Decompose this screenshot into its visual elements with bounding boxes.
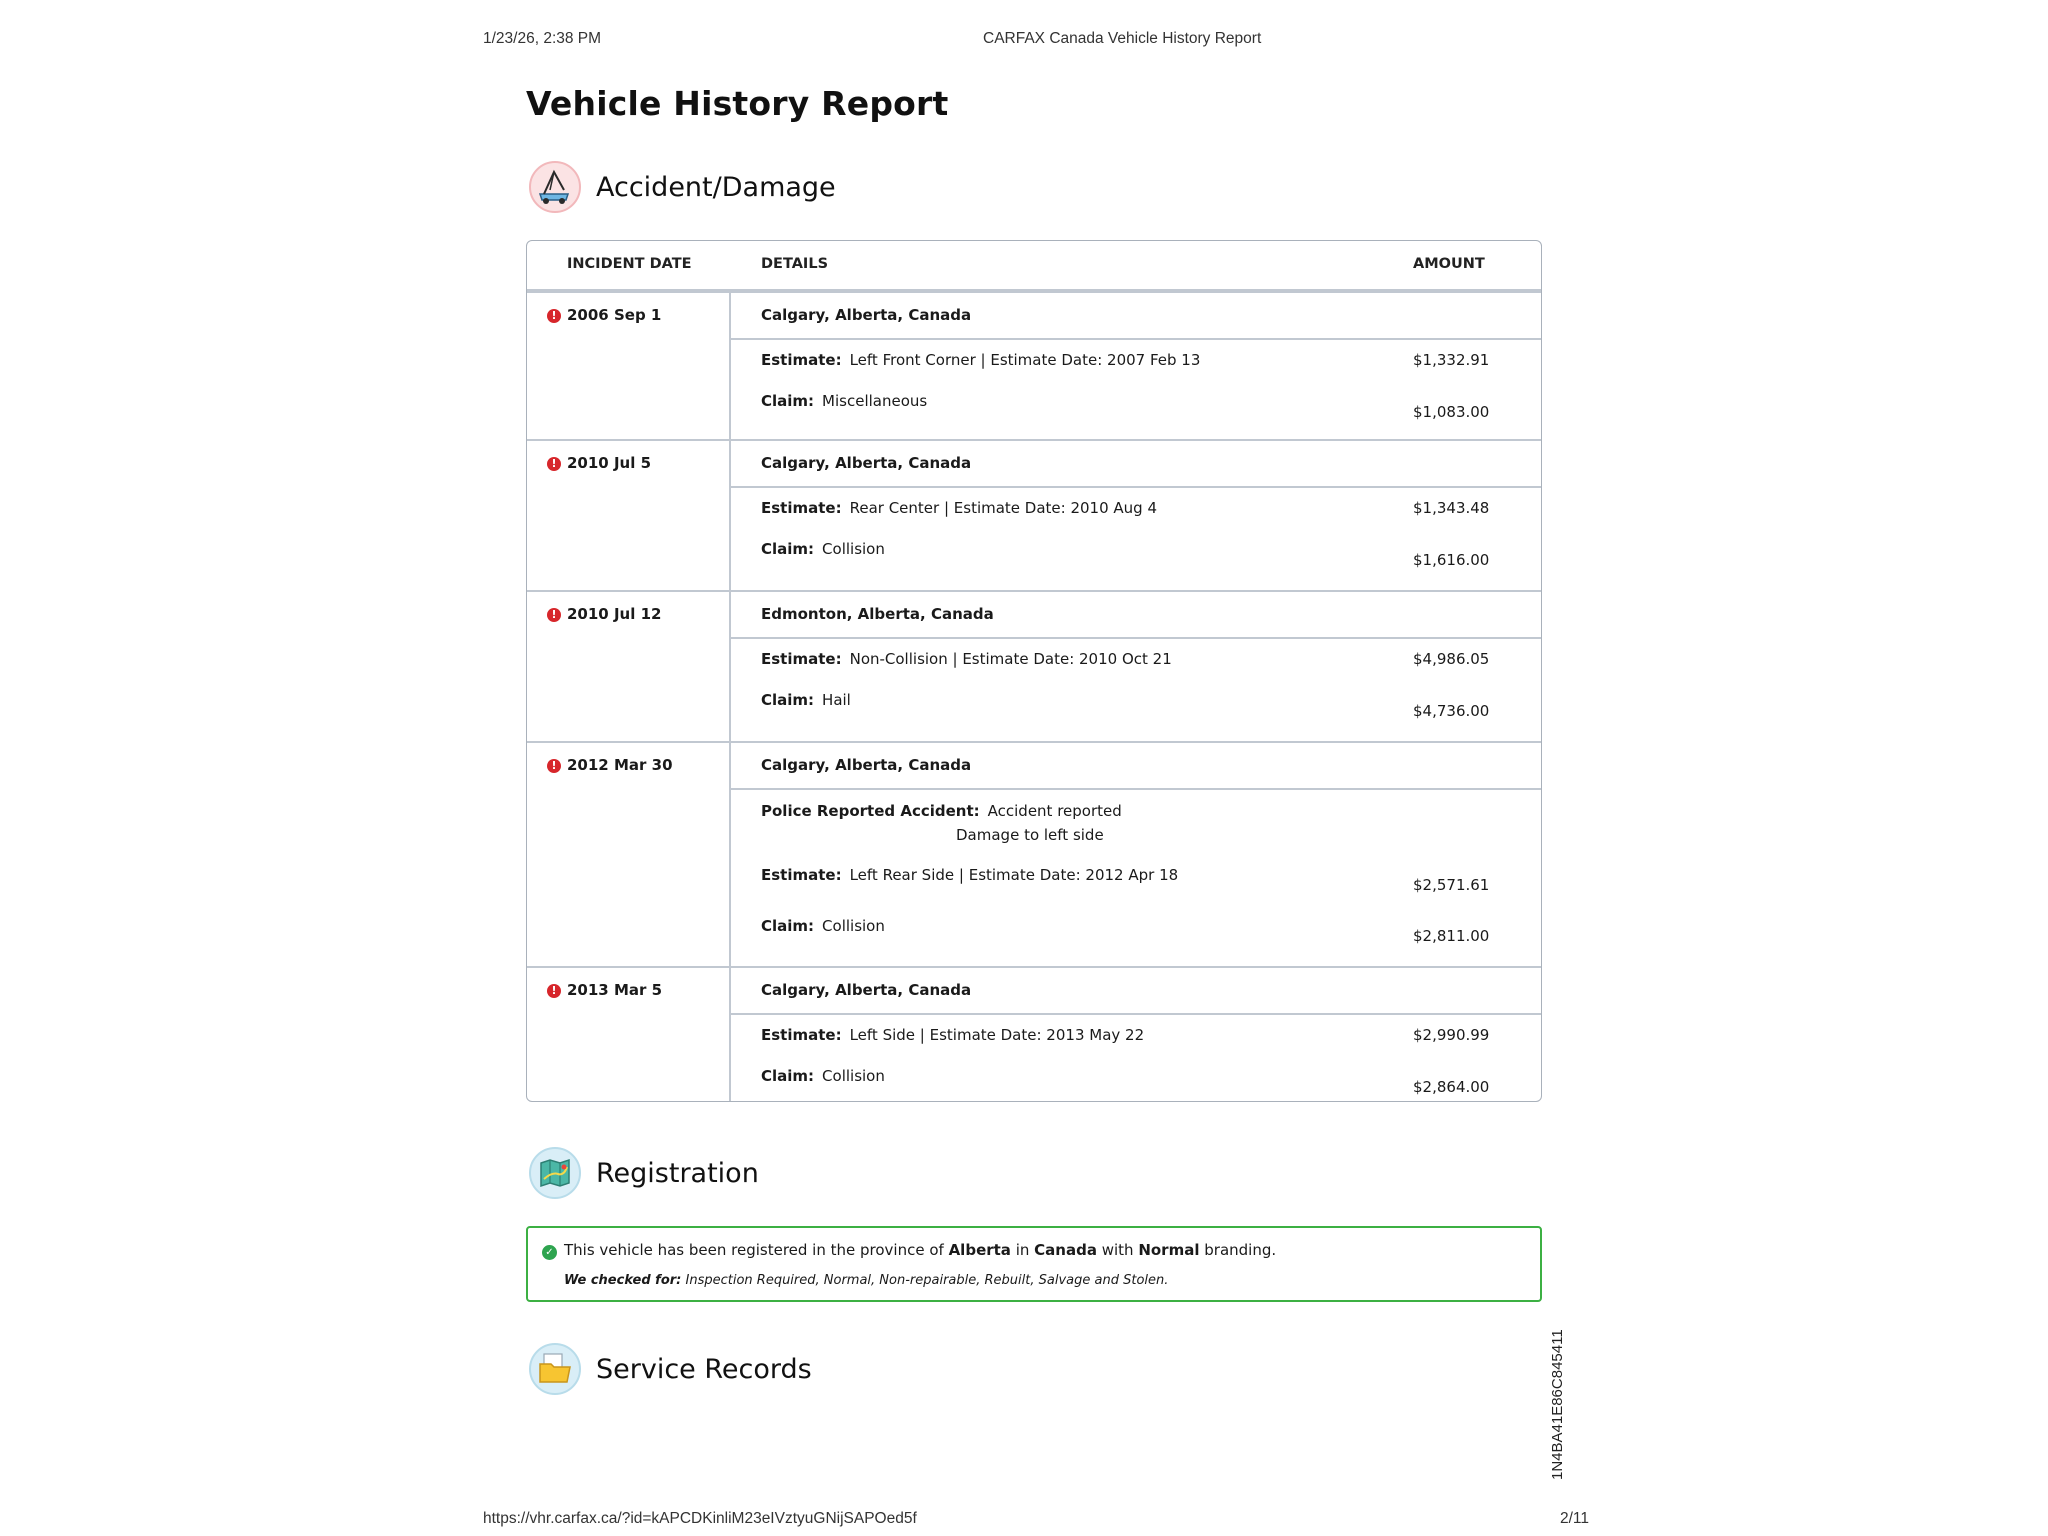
estimate-amount: $1,343.48 <box>1413 499 1490 517</box>
incident-date-cell <box>527 743 731 966</box>
print-header-title: CARFAX Canada Vehicle History Report <box>983 30 1262 47</box>
incident-location: Edmonton, Alberta, Canada <box>731 592 1541 639</box>
column-header-details: DETAILS <box>761 256 829 272</box>
registration-status-box <box>526 1226 1542 1302</box>
incident-date-cell <box>527 592 731 741</box>
claim-amount: $1,083.00 <box>1413 403 1490 421</box>
accident-section-title: Accident/Damage <box>596 171 836 203</box>
alert-icon: ! <box>547 457 561 471</box>
incident-location: Calgary, Alberta, Canada <box>731 441 1541 488</box>
column-header-incident-date: INCIDENT DATE <box>567 256 692 272</box>
claim-amount: $1,616.00 <box>1413 551 1490 569</box>
incident-row <box>527 590 1541 741</box>
police-report-detail: Damage to left side <box>956 826 1104 844</box>
incident-row <box>527 741 1541 966</box>
claim-amount: $2,811.00 <box>1413 927 1490 945</box>
alert-icon: ! <box>547 759 561 773</box>
estimate-amount: $1,332.91 <box>1413 351 1490 369</box>
registration-section-title: Registration <box>596 1157 759 1189</box>
service-section-header <box>528 1342 812 1396</box>
incident-date: 2010 Jul 12 <box>567 605 662 623</box>
table-header <box>527 241 1541 291</box>
alert-icon: ! <box>547 608 561 622</box>
estimate-line: Estimate: Non-Collision | Estimate Date: 2010 Oct 21 <box>761 650 1172 668</box>
incident-row <box>527 966 1541 1102</box>
incident-date: 2013 Mar 5 <box>567 981 663 999</box>
incident-location: Calgary, Alberta, Canada <box>731 293 1541 340</box>
registration-section-header <box>528 1146 759 1200</box>
accident-table <box>526 240 1542 1102</box>
incident-date-cell <box>527 968 731 1102</box>
alert-icon: ! <box>547 309 561 323</box>
incident-location: Calgary, Alberta, Canada <box>731 968 1541 1015</box>
estimate-amount: $4,986.05 <box>1413 650 1490 668</box>
page-number: 2/11 <box>1560 1510 1590 1527</box>
estimate-line: Estimate: Left Front Corner | Estimate Date: 2007 Feb 13 <box>761 351 1201 369</box>
checkmark-icon: ✓ <box>542 1245 557 1260</box>
incident-date-cell <box>527 293 731 439</box>
claim-amount: $2,864.00 <box>1413 1078 1490 1096</box>
folder-icon <box>528 1342 582 1396</box>
alert-icon: ! <box>547 984 561 998</box>
incident-location: Calgary, Alberta, Canada <box>731 743 1541 790</box>
claim-line: Claim: Miscellaneous <box>761 392 928 410</box>
vin-code: 1N4BA41E86C845411 <box>1549 1329 1566 1480</box>
column-header-amount: AMOUNT <box>1413 256 1485 272</box>
claim-line: Claim: Collision <box>761 540 885 558</box>
registration-summary: This vehicle has been registered in the province of Alberta in Canada with Normal branding. <box>564 1241 1277 1259</box>
estimate-amount: $2,990.99 <box>1413 1026 1490 1044</box>
claim-line: Claim: Hail <box>761 691 851 709</box>
estimate-line: Estimate: Left Side | Estimate Date: 2013 May 22 <box>761 1026 1145 1044</box>
claim-line: Claim: Collision <box>761 917 885 935</box>
map-icon <box>528 1146 582 1200</box>
estimate-amount: $2,571.61 <box>1413 876 1490 894</box>
print-footer-url: https://vhr.carfax.ca/?id=kAPCDKinliM23eIVztyuGNijSAPOed5f <box>483 1510 917 1527</box>
page-title: Vehicle History Report <box>526 84 949 123</box>
police-report-line: Police Reported Accident: Accident reported <box>761 802 1122 820</box>
incident-row <box>527 439 1541 590</box>
claim-line: Claim: Collision <box>761 1067 885 1085</box>
checked-for-line: We checked for: Inspection Required, Normal, Non-repairable, Rebuilt, Salvage and Stolen. <box>564 1273 1169 1288</box>
incident-date-cell <box>527 441 731 590</box>
tow-truck-icon <box>528 160 582 214</box>
estimate-line: Estimate: Left Rear Side | Estimate Date: 2012 Apr 18 <box>761 866 1179 884</box>
claim-amount: $4,736.00 <box>1413 702 1490 720</box>
incident-date: 2010 Jul 5 <box>567 454 652 472</box>
print-datetime: 1/23/26, 2:38 PM <box>483 30 602 47</box>
service-section-title: Service Records <box>596 1353 812 1385</box>
estimate-line: Estimate: Rear Center | Estimate Date: 2010 Aug 4 <box>761 499 1158 517</box>
accident-section-header <box>528 160 836 214</box>
incident-date: 2006 Sep 1 <box>567 306 662 324</box>
incident-row <box>527 291 1541 439</box>
incident-date: 2012 Mar 30 <box>567 756 673 774</box>
